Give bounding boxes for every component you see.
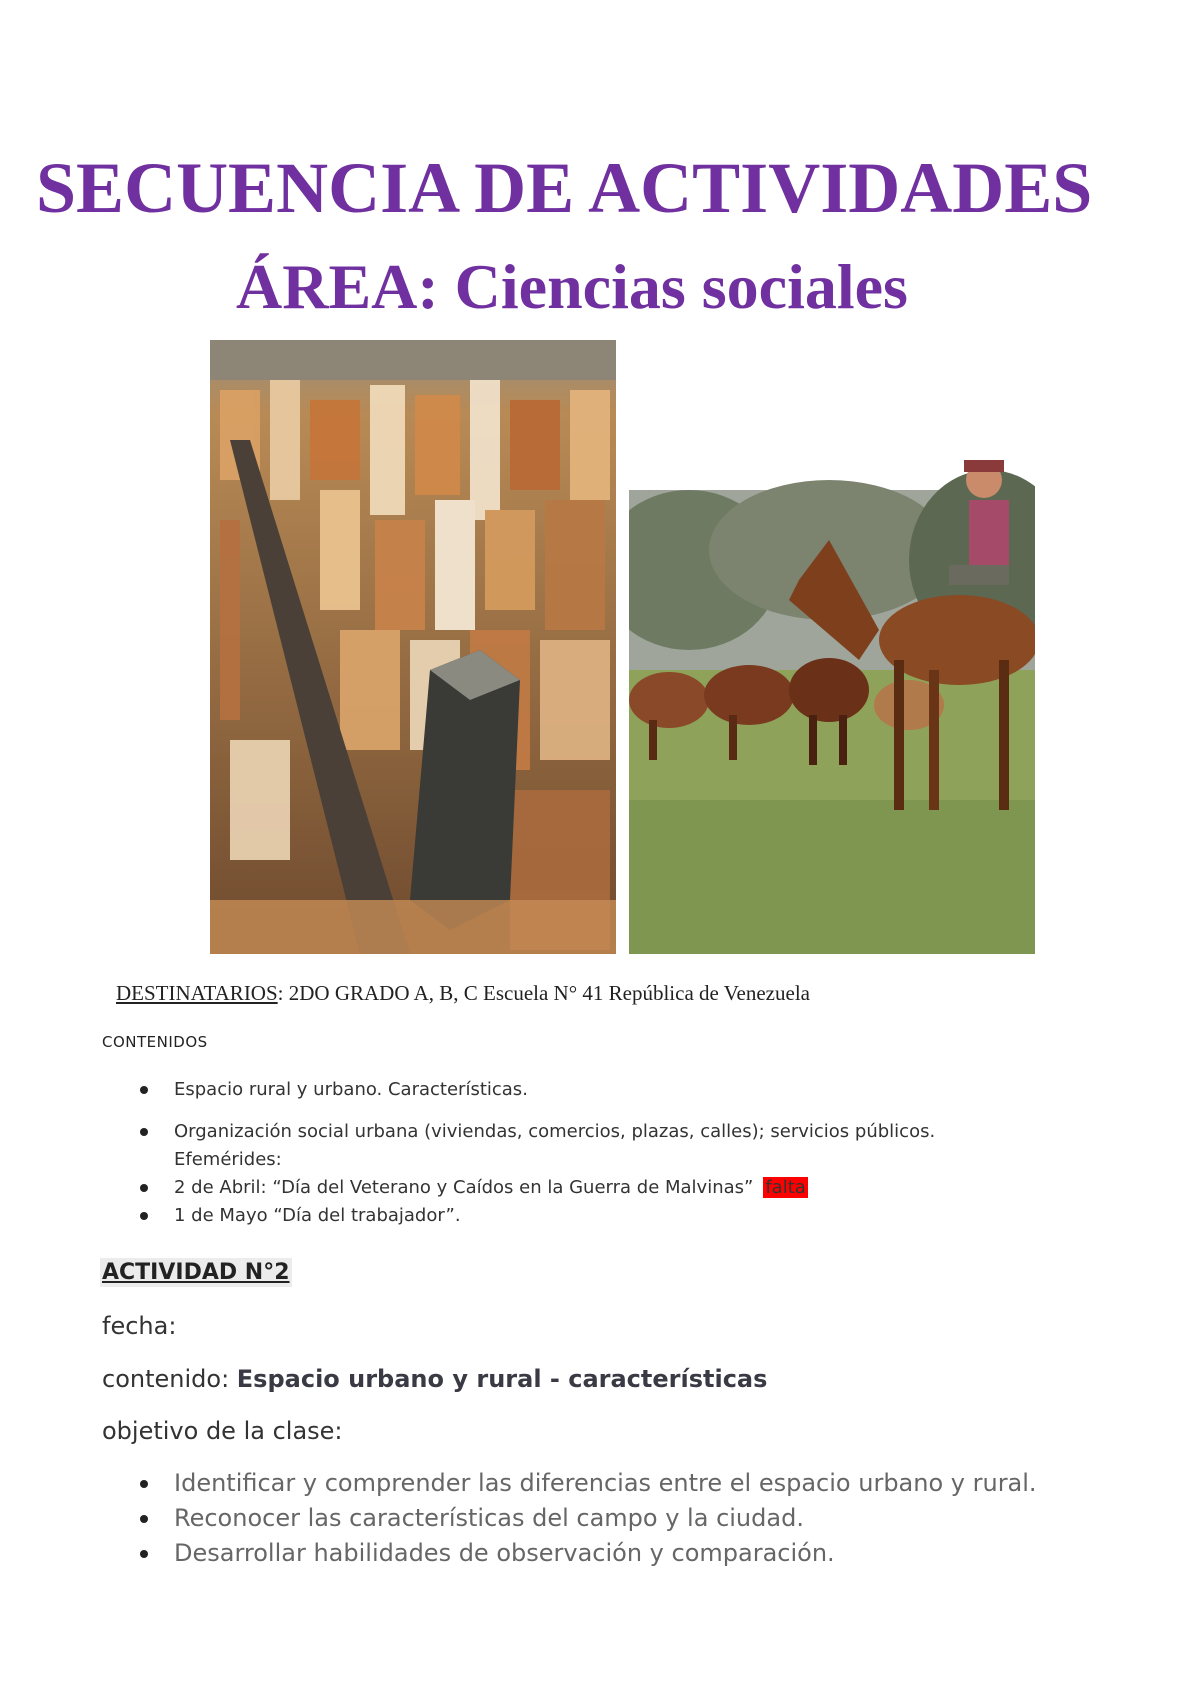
destinatarios-line [116, 981, 810, 1006]
objetivos-list [102, 1466, 1037, 1571]
destinatarios-label: DESTINATARIOS [116, 981, 278, 1005]
fecha-label: fecha: [102, 1312, 177, 1340]
list-item: Identificar y comprender las diferencias entre el espacio urbano y rural. [102, 1466, 1037, 1501]
list-item: 2 de Abril: “Día del Veterano y Caídos en la Guerra de Malvinas” falta [102, 1174, 935, 1202]
list-item: Desarrollar habilidades de observación y comparación. [102, 1536, 1037, 1571]
contenido-line [102, 1365, 767, 1393]
activity-title: ACTIVIDAD N°2 [102, 1260, 290, 1285]
contenido-value: Espacio urbano y rural - características [236, 1365, 768, 1393]
area-subtitle: ÁREA: Ciencias sociales [236, 251, 908, 322]
gaucho-horse-cattle-photo [629, 340, 1035, 954]
bullet-icon [140, 1550, 148, 1558]
falta-highlight: falta [765, 1177, 806, 1198]
bullet-icon [140, 1212, 148, 1220]
objetivo-label: objetivo de la clase: [102, 1417, 343, 1445]
contenido-label: contenido: [102, 1365, 237, 1393]
city-aerial-photo [210, 340, 616, 954]
bullet-icon [140, 1128, 148, 1136]
document-title: SECUENCIA DE ACTIVIDADES [36, 148, 1093, 228]
destinatarios-value: : 2DO GRADO A, B, C Escuela N° 41 República de Venezuela [277, 981, 810, 1005]
list-item: 1 de Mayo “Día del trabajador”. [102, 1202, 935, 1230]
contenidos-list [102, 1076, 935, 1230]
bullet-icon [140, 1480, 148, 1488]
list-item: Reconocer las características del campo y la ciudad. [102, 1501, 1037, 1536]
list-item: Espacio rural y urbano. Características. [102, 1076, 935, 1104]
list-item: Organización social urbana (viviendas, comercios, plazas, calles); servicios públicos. Efemérides: [102, 1118, 935, 1174]
bullet-icon [140, 1184, 148, 1192]
contenidos-heading: CONTENIDOS [102, 1033, 208, 1051]
efemerides-label: Efemérides: [174, 1149, 282, 1170]
bullet-icon [140, 1086, 148, 1094]
bullet-icon [140, 1515, 148, 1523]
